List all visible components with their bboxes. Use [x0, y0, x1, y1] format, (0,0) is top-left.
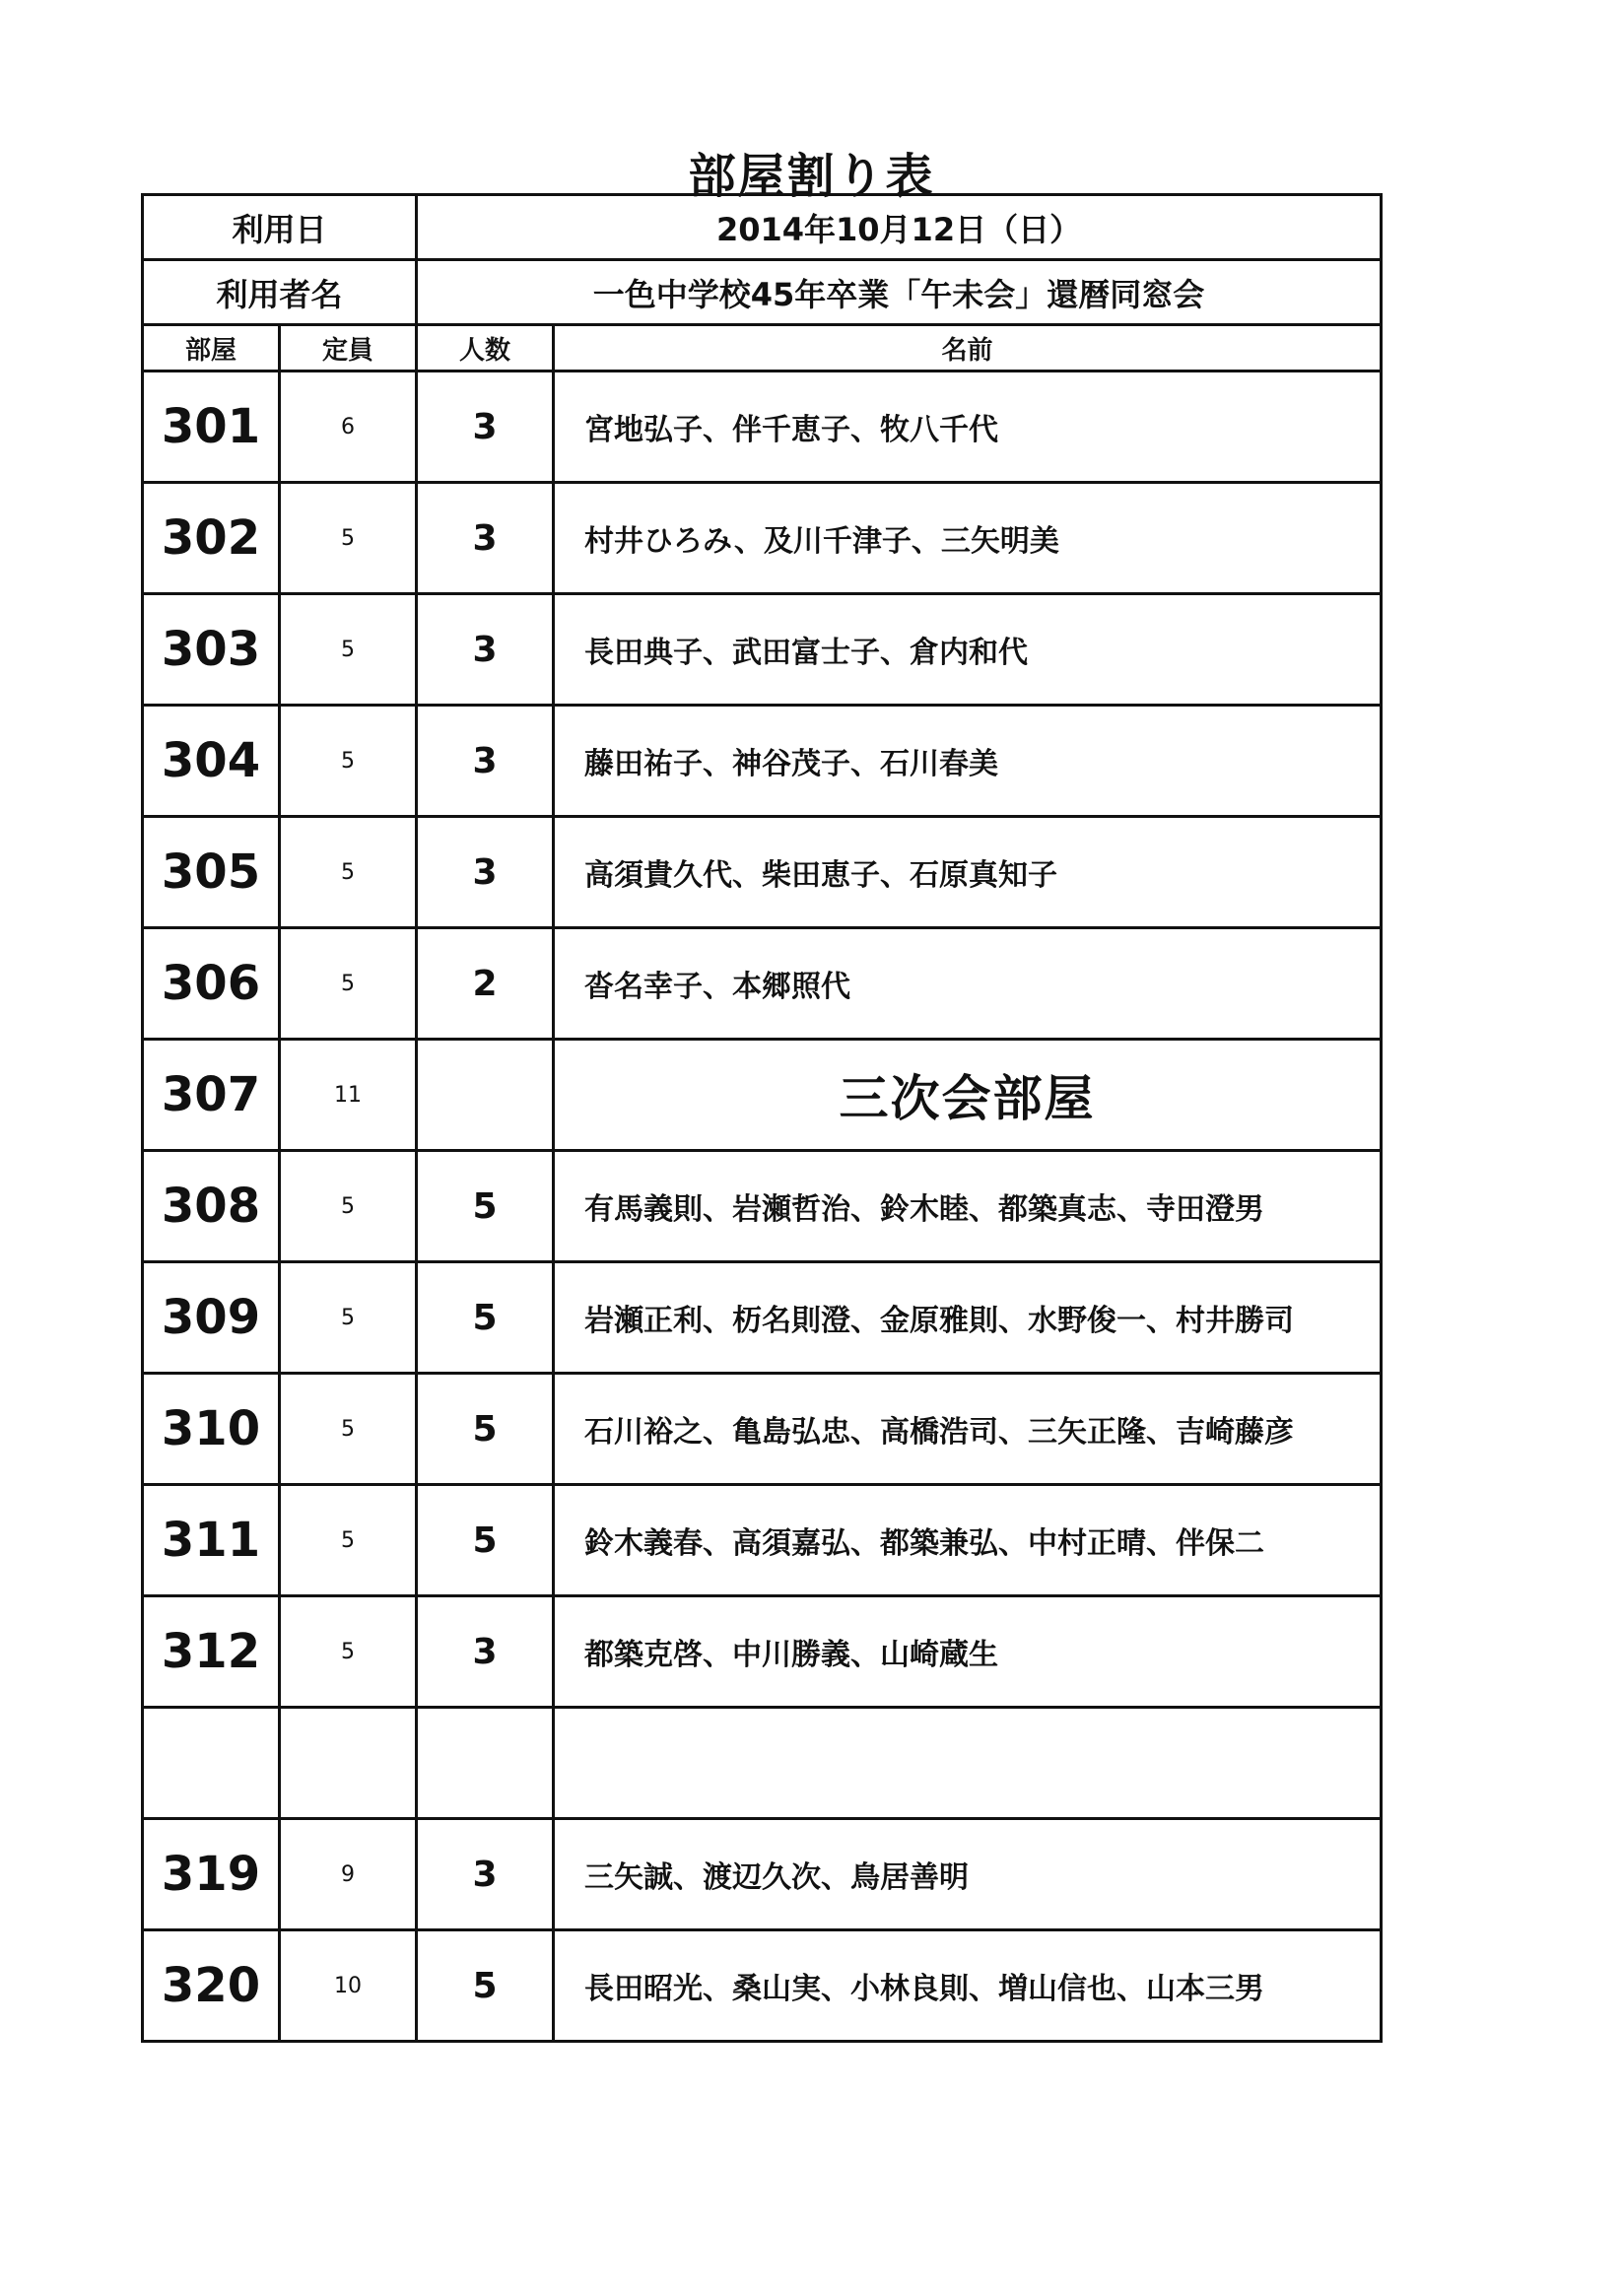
room-capacity: 6 [280, 371, 417, 483]
room-number [143, 1708, 280, 1819]
room-number: 310 [143, 1374, 280, 1485]
table-row [143, 928, 1382, 1040]
user-value: 一色中学校45年卒業「午未会」還暦同窓会 [417, 260, 1382, 325]
date-row [143, 195, 1382, 260]
room-count: 5 [417, 1485, 554, 1596]
table-row [143, 817, 1382, 928]
room-count: 3 [417, 371, 554, 483]
col-header-capacity: 定員 [280, 325, 417, 371]
room-number: 304 [143, 706, 280, 817]
table-row [143, 1819, 1382, 1930]
room-count [417, 1040, 554, 1151]
room-number: 305 [143, 817, 280, 928]
room-capacity: 5 [280, 817, 417, 928]
table-row [143, 594, 1382, 706]
table-row [143, 1708, 1382, 1819]
room-count: 3 [417, 1596, 554, 1708]
col-header-count: 人数 [417, 325, 554, 371]
room-count: 5 [417, 1930, 554, 2042]
room-capacity: 5 [280, 1262, 417, 1374]
room-count: 5 [417, 1151, 554, 1262]
table-row [143, 1596, 1382, 1708]
page-title: 部屋割り表 [688, 149, 935, 204]
room-capacity: 11 [280, 1040, 417, 1151]
room-capacity: 5 [280, 928, 417, 1040]
room-names: 高須貴久代、柴田恵子、石原真知子 [554, 817, 1382, 928]
room-count: 2 [417, 928, 554, 1040]
room-number: 320 [143, 1930, 280, 2042]
room-count: 3 [417, 706, 554, 817]
user-row [143, 260, 1382, 325]
col-header-names: 名前 [554, 325, 1382, 371]
room-capacity: 9 [280, 1819, 417, 1930]
room-names: 鈴木義春、高須嘉弘、都築兼弘、中村正晴、伴保二 [554, 1485, 1382, 1596]
room-number: 307 [143, 1040, 280, 1151]
user-label: 利用者名 [143, 260, 417, 325]
room-names: 有馬義則、岩瀬哲治、鈴木睦、都築真志、寺田澄男 [554, 1151, 1382, 1262]
room-names: 藤田祐子、神谷茂子、石川春美 [554, 706, 1382, 817]
room-names: 三矢誠、渡辺久次、鳥居善明 [554, 1819, 1382, 1930]
table-row [143, 1151, 1382, 1262]
room-names [554, 1708, 1382, 1819]
room-capacity: 5 [280, 1151, 417, 1262]
room-number: 303 [143, 594, 280, 706]
room-count: 5 [417, 1374, 554, 1485]
room-names: 長田典子、武田富士子、倉内和代 [554, 594, 1382, 706]
room-names: 石川裕之、亀島弘忠、高橋浩司、三矢正隆、吉崎藤彦 [554, 1374, 1382, 1485]
room-number: 306 [143, 928, 280, 1040]
room-names: 村井ひろみ、及川千津子、三矢明美 [554, 483, 1382, 594]
col-header-room: 部屋 [143, 325, 280, 371]
room-names: 三次会部屋 [554, 1040, 1382, 1151]
table-row [143, 1930, 1382, 2042]
room-number: 301 [143, 371, 280, 483]
room-number: 312 [143, 1596, 280, 1708]
date-value: 2014年10月12日（日） [417, 195, 1382, 260]
room-number: 309 [143, 1262, 280, 1374]
room-number: 302 [143, 483, 280, 594]
room-count [417, 1708, 554, 1819]
room-capacity: 5 [280, 483, 417, 594]
table-row [143, 1374, 1382, 1485]
room-assignment-table [141, 193, 1383, 2043]
table-row [143, 1040, 1382, 1151]
room-capacity: 5 [280, 1485, 417, 1596]
table-row [143, 1485, 1382, 1596]
room-capacity: 10 [280, 1930, 417, 2042]
room-names: 岩瀬正利、杤名則澄、金原雅則、水野俊一、村井勝司 [554, 1262, 1382, 1374]
room-capacity: 5 [280, 706, 417, 817]
room-number: 308 [143, 1151, 280, 1262]
column-header-row [143, 325, 1382, 371]
room-count: 5 [417, 1262, 554, 1374]
room-capacity: 5 [280, 1374, 417, 1485]
table-row [143, 1262, 1382, 1374]
room-count: 3 [417, 817, 554, 928]
date-label: 利用日 [143, 195, 417, 260]
room-number: 311 [143, 1485, 280, 1596]
table-row [143, 706, 1382, 817]
room-count: 3 [417, 483, 554, 594]
room-number: 319 [143, 1819, 280, 1930]
room-capacity: 5 [280, 1596, 417, 1708]
room-capacity: 5 [280, 594, 417, 706]
table-row [143, 371, 1382, 483]
table-row [143, 483, 1382, 594]
room-count: 3 [417, 1819, 554, 1930]
room-capacity [280, 1708, 417, 1819]
room-count: 3 [417, 594, 554, 706]
room-names: 長田昭光、桑山実、小林良則、増山信也、山本三男 [554, 1930, 1382, 2042]
room-names: 沓名幸子、本郷照代 [554, 928, 1382, 1040]
room-names: 都築克啓、中川勝義、山崎蔵生 [554, 1596, 1382, 1708]
room-names: 宮地弘子、伴千恵子、牧八千代 [554, 371, 1382, 483]
